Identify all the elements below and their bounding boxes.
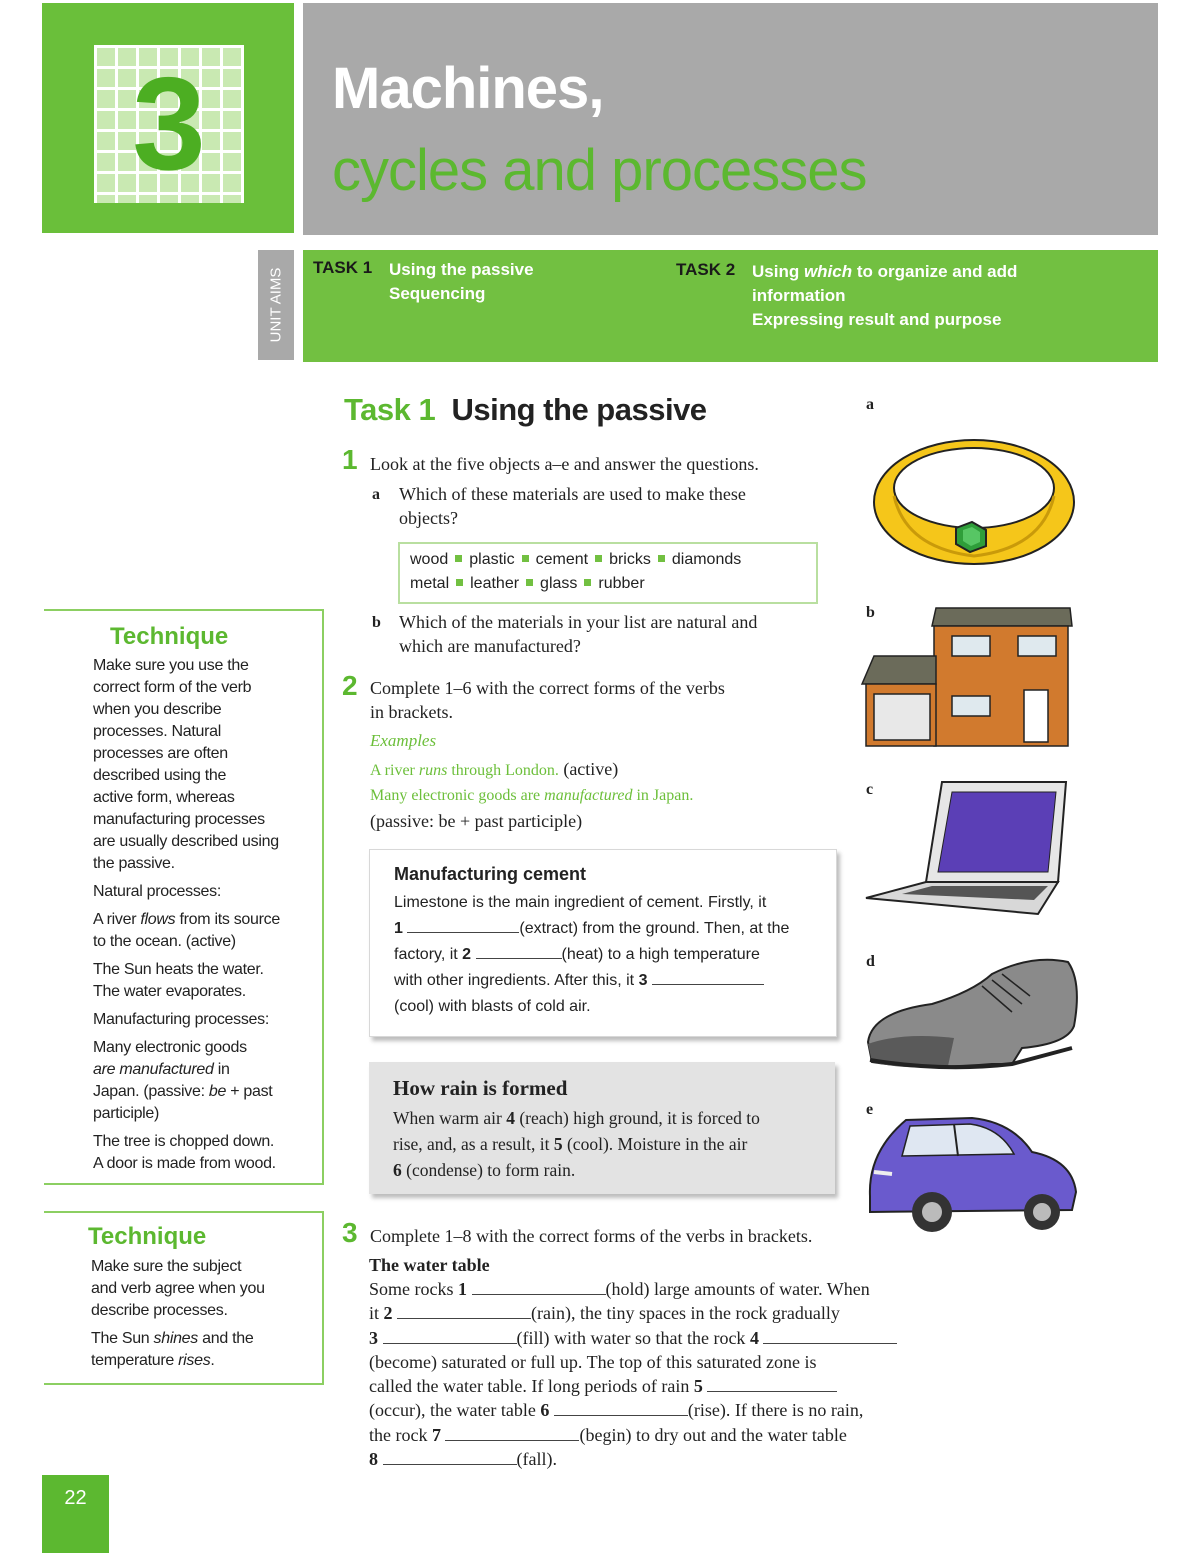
cement-text: (heat) to a high temperature: [561, 946, 760, 963]
aim-task2-label: TASK 2: [676, 260, 736, 279]
aim-task1-items: [389, 258, 534, 306]
gap-number: 7: [431, 1424, 441, 1445]
material-word: glass: [540, 575, 578, 592]
water-text: (occur), the water table: [369, 1400, 541, 1421]
gap-number: 1: [458, 1279, 467, 1299]
gap-number: 1: [394, 920, 403, 937]
technique-verb: be: [208, 1083, 227, 1100]
aim-task2-item: information: [752, 286, 846, 305]
cement-text: with other ingredients. After this, it: [394, 972, 639, 989]
exercise-2-line: in brackets.: [370, 702, 453, 722]
material-word: diamonds: [671, 551, 742, 568]
aim-task1-label: TASK 1: [313, 258, 373, 277]
unit-title-sub: cycles and processes: [332, 138, 867, 203]
technique-line: when you describe: [93, 701, 222, 718]
technique-text-part: .: [210, 1352, 215, 1369]
rain-text-part: (cool). Moisture in the air: [562, 1134, 748, 1154]
water-table-text: [369, 1277, 897, 1471]
image-label-a: a: [866, 396, 874, 413]
technique-line: processes are often: [93, 745, 228, 762]
materials-line: [410, 575, 645, 593]
cement-box-title: Manufacturing cement: [394, 864, 587, 884]
examples-label: Examples: [370, 731, 437, 750]
answer-blank[interactable]: [383, 1450, 517, 1465]
technique-text-part: Japan. (passive:: [93, 1083, 209, 1100]
rain-text-part: (condense) to form rain.: [401, 1160, 576, 1180]
technique-line: the passive.: [93, 855, 175, 872]
technique-line: active form, whereas: [93, 789, 235, 806]
gap-number: 5: [693, 1376, 703, 1397]
technique-line: The Sun heats the water.: [93, 961, 264, 978]
gap-number: 2: [383, 1303, 393, 1324]
technique-line: A door is made from wood.: [93, 1155, 276, 1172]
technique-line: to the ocean. (active): [93, 933, 236, 950]
unit-aims-tab: [258, 250, 294, 360]
aim-task1-item: Sequencing: [389, 284, 486, 303]
example-text: Many electronic goods are: [370, 787, 545, 804]
water-table-title: The water table: [369, 1255, 490, 1275]
task-heading: [344, 392, 707, 428]
exercise-1b-question: [399, 610, 757, 658]
technique-text-part: temperature: [91, 1352, 179, 1369]
water-text: (fall).: [516, 1449, 557, 1470]
unit-aims-label: UNIT AIMS: [267, 267, 285, 343]
example-verb: manufactured: [544, 787, 633, 804]
exercise-1a-line: Which of these materials are used to make these: [399, 484, 746, 504]
exercise-1-number: 1: [342, 444, 358, 475]
technique-line: The water evaporates.: [93, 983, 246, 1000]
material-word: wood: [410, 551, 449, 568]
aim-task2-item: Expressing result and purpose: [752, 310, 1002, 329]
example-verb: runs: [418, 762, 448, 779]
water-text: (rain), the tiny spaces in the rock gradually: [531, 1303, 840, 1324]
exercise-2-line: Complete 1–6 with the correct forms of the verbs: [370, 678, 725, 698]
technique-line: described using the: [93, 767, 227, 784]
water-text: Some rocks: [369, 1279, 458, 1299]
gap-number: 4: [749, 1327, 759, 1348]
material-word: bricks: [609, 551, 651, 568]
technique-line: manufacturing processes: [93, 811, 265, 828]
technique-line: participle): [93, 1105, 160, 1122]
material-word: cement: [535, 551, 589, 568]
gap-number: 2: [462, 946, 472, 963]
answer-blank[interactable]: [554, 1401, 688, 1416]
task-title: Using the passive: [451, 392, 707, 427]
rain-box-title: How rain is formed: [393, 1076, 568, 1100]
page-number-tab: [42, 1475, 109, 1553]
how-rain-is-formed-box: [369, 1062, 835, 1194]
rain-text: [393, 1105, 760, 1183]
answer-blank[interactable]: [397, 1304, 531, 1319]
shoe-image: [862, 952, 1084, 1077]
materials-word-box: [398, 542, 818, 604]
rain-text-part: rise, and, as a result, it: [393, 1134, 554, 1154]
aim-task1-item: Using the passive: [389, 260, 534, 279]
bullet-square-icon: [526, 579, 533, 586]
gap-number: 4: [506, 1108, 515, 1128]
technique-verb: shines: [153, 1330, 198, 1347]
bullet-square-icon: [595, 555, 602, 562]
material-word: plastic: [469, 551, 515, 568]
exercise-1a-line: objects?: [399, 508, 458, 528]
answer-blank[interactable]: [407, 918, 519, 933]
example-1: [370, 757, 618, 781]
cement-line: (cool) with blasts of cold air.: [394, 998, 591, 1015]
laptop-image: [862, 778, 1070, 918]
cement-line: [394, 916, 789, 942]
unit-number-tile: [94, 45, 244, 203]
technique-text-part: and the: [197, 1330, 254, 1347]
technique-line: Natural processes:: [93, 883, 221, 900]
technique-verb: rises: [178, 1352, 211, 1369]
manufacturing-cement-box: [369, 849, 837, 1037]
technique-text: [93, 655, 280, 1175]
cement-text: factory, it: [394, 946, 463, 963]
gap-number: 3: [638, 972, 648, 989]
water-text: called the water table. If long periods of rain: [369, 1376, 694, 1397]
task-number: Task 1: [344, 392, 436, 427]
water-text: (become) saturated or full up. The top of this saturated zone is: [369, 1351, 817, 1372]
exercise-3-number: 3: [342, 1217, 358, 1248]
aim-task2-text: Using: [752, 262, 804, 281]
water-text: (rise). If there is no rain,: [687, 1400, 864, 1421]
exercise-1b-line: Which of the materials in your list are natural and: [399, 612, 758, 632]
unit-number: 3: [132, 50, 206, 197]
exercise-1a-letter: a: [372, 486, 380, 503]
page-number: 22: [64, 1487, 87, 1509]
answer-blank[interactable]: [472, 1280, 606, 1295]
gap-number: 3: [369, 1327, 378, 1348]
technique-line: correct form of the verb: [93, 679, 252, 696]
exercise-1b-line: which are manufactured?: [399, 636, 581, 656]
answer-blank[interactable]: [383, 1329, 517, 1344]
material-word: metal: [410, 575, 450, 592]
image-label-c: c: [866, 781, 874, 798]
materials-line: [410, 551, 741, 569]
aim-task2-italic: which: [803, 262, 853, 281]
cement-line: [394, 942, 760, 968]
example-text: in Japan.: [632, 787, 694, 804]
aim-task2-items: [752, 260, 1017, 332]
bullet-square-icon: [455, 555, 462, 562]
gap-number: 6: [540, 1400, 550, 1421]
technique-line: processes. Natural: [93, 723, 221, 740]
rain-text-part: (reach) high ground, it is forced to: [514, 1108, 760, 1128]
cement-line: Limestone is the main ingredient of cement. Firstly, it: [394, 894, 767, 911]
answer-blank[interactable]: [763, 1329, 897, 1344]
technique-line: are usually described using: [93, 833, 279, 850]
bullet-square-icon: [522, 555, 529, 562]
technique-line: describe processes.: [91, 1302, 228, 1319]
example-2-note: (passive: be + past participle): [370, 811, 583, 831]
bullet-square-icon: [456, 579, 463, 586]
exercise-3-instruction: Complete 1–8 with the correct forms of the verbs in brackets.: [370, 1226, 813, 1246]
aim-task2-text: to organize and add: [852, 262, 1018, 281]
technique-text-part: + past: [226, 1083, 273, 1100]
example-note: (active): [563, 759, 619, 779]
example-text: through London.: [447, 762, 559, 779]
gap-number: 6: [393, 1160, 402, 1180]
technique-text-part: The Sun: [91, 1330, 154, 1347]
water-text: (begin) to dry out and the water table: [579, 1424, 847, 1445]
exercise-2-instruction: [370, 676, 725, 724]
answer-blank[interactable]: [476, 944, 562, 959]
image-label-e: e: [866, 1101, 874, 1118]
exercise-1-instruction: Look at the five objects a–e and answer the questions.: [370, 454, 759, 474]
cement-line: [394, 968, 764, 994]
exercise-1b-letter: b: [372, 614, 381, 631]
technique-line: The tree is chopped down.: [93, 1133, 275, 1150]
technique-text-part: from its source: [175, 911, 280, 928]
answer-blank[interactable]: [652, 970, 764, 985]
water-text: the rock: [369, 1424, 432, 1445]
water-text: (fill) with water so that the rock: [516, 1327, 750, 1348]
technique-line: Manufacturing processes:: [93, 1011, 270, 1028]
car-image: [862, 1112, 1082, 1237]
exercise-2-number: 2: [342, 670, 358, 701]
technique-line: and verb agree when you: [91, 1280, 265, 1297]
answer-blank[interactable]: [445, 1426, 579, 1441]
technique-title: Technique: [110, 623, 229, 650]
water-text: it: [369, 1303, 384, 1324]
exercise-1a-question: [399, 482, 746, 530]
gap-number: 5: [553, 1134, 563, 1154]
water-text: (hold) large amounts of water. When: [605, 1279, 870, 1299]
ring-image: [866, 418, 1086, 586]
technique-line: Make sure the subject: [91, 1258, 242, 1275]
technique-box-1: [44, 609, 324, 1185]
cement-text: (extract) from the ground. Then, at the: [519, 920, 790, 937]
image-label-b: b: [866, 604, 875, 621]
material-word: leather: [470, 575, 520, 592]
technique-text-part: in: [213, 1061, 230, 1078]
technique-text-part: A river: [93, 911, 141, 928]
bullet-square-icon: [584, 579, 591, 586]
technique-title: Technique: [88, 1223, 207, 1250]
technique-text: [91, 1256, 265, 1372]
image-label-d: d: [866, 953, 875, 970]
bullet-square-icon: [658, 555, 665, 562]
technique-verb: flows: [140, 911, 176, 928]
technique-line: Make sure you use the: [93, 657, 249, 674]
example-2: [370, 787, 693, 805]
answer-blank[interactable]: [707, 1377, 837, 1392]
rain-text-part: When warm air: [393, 1108, 507, 1128]
technique-verb: are manufactured: [93, 1061, 214, 1078]
example-text: A river: [370, 762, 419, 779]
technique-line: Many electronic goods: [93, 1039, 247, 1056]
unit-title-main: Machines,: [332, 56, 604, 121]
gap-number: 8: [369, 1449, 378, 1470]
material-word: rubber: [598, 575, 645, 592]
technique-box-2: [44, 1211, 324, 1385]
house-image: [860, 604, 1075, 750]
